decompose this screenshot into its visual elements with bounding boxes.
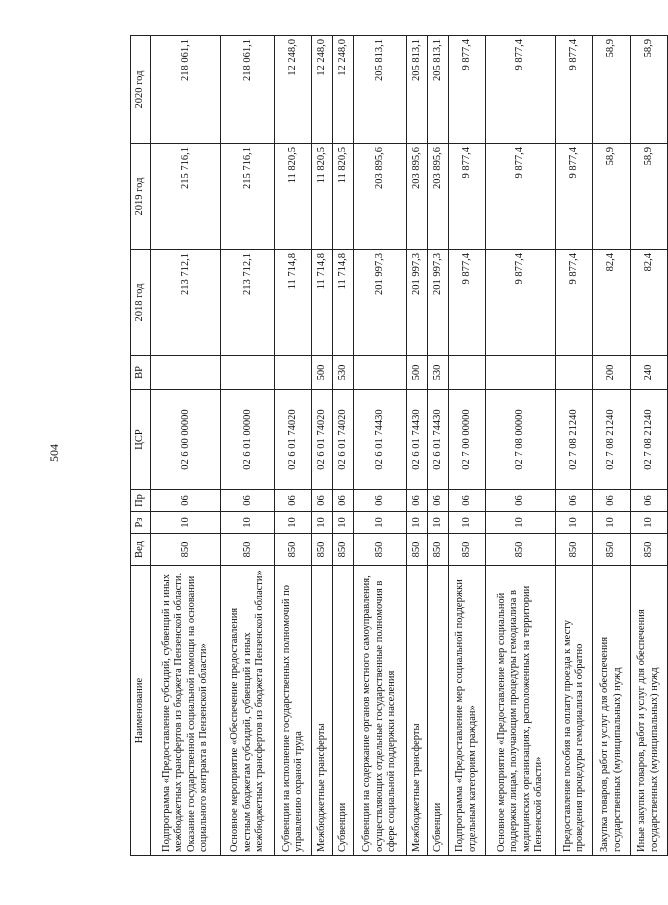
- cell-ved: 850: [593, 534, 630, 566]
- cell-name: Основное мероприятие «Предоставление мер социальной поддержки лицам, получающим процедуры гемодиализа в медицинских организациях, расположенных на территории Пензенской области»: [485, 566, 555, 856]
- cell-vr: 500: [312, 356, 333, 390]
- cell-y2020: 218 061,1: [221, 36, 275, 144]
- cell-y2018: 201 997,3: [353, 250, 407, 356]
- cell-y2018: 201 997,3: [428, 250, 449, 356]
- cell-csr: 02 6 01 74430: [428, 390, 449, 490]
- cell-csr: 02 7 08 21240: [556, 390, 593, 490]
- header-vr: ВР: [131, 356, 151, 390]
- table-row: [312, 36, 333, 856]
- cell-name: Субвенции на исполнение государственных полномочий по управлению охраной труда: [275, 566, 312, 856]
- cell-y2019: 58,9: [630, 144, 667, 250]
- cell-y2020: 12 248,0: [333, 36, 354, 144]
- cell-vr: 240: [630, 356, 667, 390]
- cell-rz: 10: [407, 512, 428, 534]
- cell-y2018: 201 997,3: [407, 250, 428, 356]
- cell-y2019: 203 895,6: [428, 144, 449, 250]
- cell-ved: 850: [353, 534, 407, 566]
- table-row: [151, 36, 221, 856]
- cell-csr: 02 6 01 74020: [312, 390, 333, 490]
- cell-name: Межбюджетные трансферты: [407, 566, 428, 856]
- cell-y2019: 11 820,5: [333, 144, 354, 250]
- cell-y2020: 218 061,1: [151, 36, 221, 144]
- cell-csr: 02 6 01 00000: [221, 390, 275, 490]
- cell-name: Субвенции: [428, 566, 449, 856]
- cell-y2019: 215 716,1: [221, 144, 275, 250]
- cell-y2020: 205 813,1: [353, 36, 407, 144]
- cell-vr: [221, 356, 275, 390]
- cell-ved: 850: [556, 534, 593, 566]
- table-row: [630, 36, 667, 856]
- cell-ved: 850: [428, 534, 449, 566]
- cell-csr: 02 7 08 21240: [630, 390, 667, 490]
- cell-ved: 850: [275, 534, 312, 566]
- cell-y2018: 213 712,1: [221, 250, 275, 356]
- budget-table: [130, 35, 668, 856]
- cell-y2019: 58,9: [593, 144, 630, 250]
- table-row: [275, 36, 312, 856]
- cell-csr: 02 7 08 21240: [593, 390, 630, 490]
- cell-csr: 02 6 01 74430: [353, 390, 407, 490]
- table-row: [448, 36, 485, 856]
- cell-rz: 10: [593, 512, 630, 534]
- page-number: 504: [47, 444, 61, 462]
- cell-y2020: 205 813,1: [428, 36, 449, 144]
- cell-y2018: 82,4: [593, 250, 630, 356]
- header-rz: Рз: [131, 512, 151, 534]
- cell-name: Субвенции: [333, 566, 354, 856]
- cell-ved: 850: [333, 534, 354, 566]
- cell-vr: 530: [428, 356, 449, 390]
- cell-y2019: 9 877,4: [448, 144, 485, 250]
- cell-pr: 06: [630, 490, 667, 512]
- cell-y2019: 203 895,6: [407, 144, 428, 250]
- cell-rz: 10: [556, 512, 593, 534]
- cell-y2020: 58,9: [593, 36, 630, 144]
- cell-pr: 06: [151, 490, 221, 512]
- cell-y2019: 203 895,6: [353, 144, 407, 250]
- cell-pr: 06: [221, 490, 275, 512]
- cell-ved: 850: [221, 534, 275, 566]
- cell-csr: 02 6 01 74430: [407, 390, 428, 490]
- cell-y2018: 82,4: [630, 250, 667, 356]
- cell-ved: 850: [312, 534, 333, 566]
- rotated-table-wrapper: [130, 36, 668, 856]
- cell-name: Подпрограмма «Предоставление субсидий, субвенций и иных межбюджетных трансфертов из бюджета Пензенской области. Оказание государственной социальной помощи на основании социального контракта в Пензенской области»: [151, 566, 221, 856]
- cell-rz: 10: [221, 512, 275, 534]
- cell-pr: 06: [333, 490, 354, 512]
- table-row: [333, 36, 354, 856]
- cell-rz: 10: [485, 512, 555, 534]
- cell-csr: 02 6 00 00000: [151, 390, 221, 490]
- cell-vr: 530: [333, 356, 354, 390]
- cell-y2019: 9 877,4: [556, 144, 593, 250]
- table-row: [407, 36, 428, 856]
- cell-pr: 06: [448, 490, 485, 512]
- cell-y2018: 213 712,1: [151, 250, 221, 356]
- cell-y2018: 9 877,4: [556, 250, 593, 356]
- cell-vr: 200: [593, 356, 630, 390]
- table-row: [485, 36, 555, 856]
- cell-y2018: 11 714,8: [312, 250, 333, 356]
- cell-ved: 850: [630, 534, 667, 566]
- cell-name: Субвенции на содержание органов местного самоуправления, осуществляющих отдельные государственные полномочия в сфере социальной поддержки населения: [353, 566, 407, 856]
- cell-vr: [151, 356, 221, 390]
- cell-csr: 02 6 01 74020: [275, 390, 312, 490]
- cell-y2018: 9 877,4: [448, 250, 485, 356]
- cell-y2018: 11 714,8: [333, 250, 354, 356]
- cell-ved: 850: [448, 534, 485, 566]
- cell-csr: 02 7 00 00000: [448, 390, 485, 490]
- header-2019: 2019 год: [131, 144, 151, 250]
- cell-y2020: 205 813,1: [407, 36, 428, 144]
- cell-rz: 10: [428, 512, 449, 534]
- header-2018: 2018 год: [131, 250, 151, 356]
- cell-pr: 06: [428, 490, 449, 512]
- cell-name: Подпрограмма «Предоставление мер социальной поддержки отдельным категориям граждан»: [448, 566, 485, 856]
- cell-y2020: 9 877,4: [485, 36, 555, 144]
- cell-rz: 10: [151, 512, 221, 534]
- cell-ved: 850: [151, 534, 221, 566]
- table-body: [151, 36, 668, 856]
- table-row: [556, 36, 593, 856]
- cell-pr: 06: [485, 490, 555, 512]
- cell-y2019: 215 716,1: [151, 144, 221, 250]
- header-pr: Пр: [131, 490, 151, 512]
- cell-y2020: 58,9: [630, 36, 667, 144]
- cell-pr: 06: [353, 490, 407, 512]
- cell-pr: 06: [556, 490, 593, 512]
- cell-vr: [448, 356, 485, 390]
- cell-ved: 850: [407, 534, 428, 566]
- cell-rz: 10: [333, 512, 354, 534]
- cell-rz: 10: [353, 512, 407, 534]
- table-row: [353, 36, 407, 856]
- cell-ved: 850: [485, 534, 555, 566]
- cell-vr: 500: [407, 356, 428, 390]
- header-csr: ЦСР: [131, 390, 151, 490]
- cell-pr: 06: [275, 490, 312, 512]
- table-header-row: [131, 36, 151, 856]
- table-row: [221, 36, 275, 856]
- header-name: Наименование: [131, 566, 151, 856]
- cell-y2018: 9 877,4: [485, 250, 555, 356]
- cell-y2018: 11 714,8: [275, 250, 312, 356]
- cell-csr: 02 6 01 74020: [333, 390, 354, 490]
- cell-vr: [353, 356, 407, 390]
- cell-vr: [556, 356, 593, 390]
- cell-pr: 06: [407, 490, 428, 512]
- cell-rz: 10: [448, 512, 485, 534]
- cell-name: Закупка товаров, работ и услуг для обеспечения государственных (муниципальных) нужд: [593, 566, 630, 856]
- cell-name: Предоставление пособия на оплату проезда к месту проведения процедуры гемодиализа и обратно: [556, 566, 593, 856]
- cell-name: Иные закупки товаров, работ и услуг для обеспечения государственных (муниципальных) нужд: [630, 566, 667, 856]
- cell-csr: 02 7 08 00000: [485, 390, 555, 490]
- cell-rz: 10: [312, 512, 333, 534]
- cell-vr: [275, 356, 312, 390]
- cell-y2019: 11 820,5: [275, 144, 312, 250]
- cell-rz: 10: [275, 512, 312, 534]
- cell-y2020: 9 877,4: [448, 36, 485, 144]
- cell-y2019: 9 877,4: [485, 144, 555, 250]
- cell-y2020: 12 248,0: [275, 36, 312, 144]
- cell-name: Основное мероприятие «Обеспечение предоставления местным бюджетам субсидий, субвенций и иных межбюджетных трансфертов из бюджета Пензенской области»: [221, 566, 275, 856]
- cell-y2020: 12 248,0: [312, 36, 333, 144]
- cell-rz: 10: [630, 512, 667, 534]
- cell-y2020: 9 877,4: [556, 36, 593, 144]
- header-2020: 2020 год: [131, 36, 151, 144]
- table-row: [593, 36, 630, 856]
- cell-name: Межбюджетные трансферты: [312, 566, 333, 856]
- cell-pr: 06: [593, 490, 630, 512]
- header-ved: Вед: [131, 534, 151, 566]
- table-row: [428, 36, 449, 856]
- cell-pr: 06: [312, 490, 333, 512]
- cell-vr: [485, 356, 555, 390]
- cell-y2019: 11 820,5: [312, 144, 333, 250]
